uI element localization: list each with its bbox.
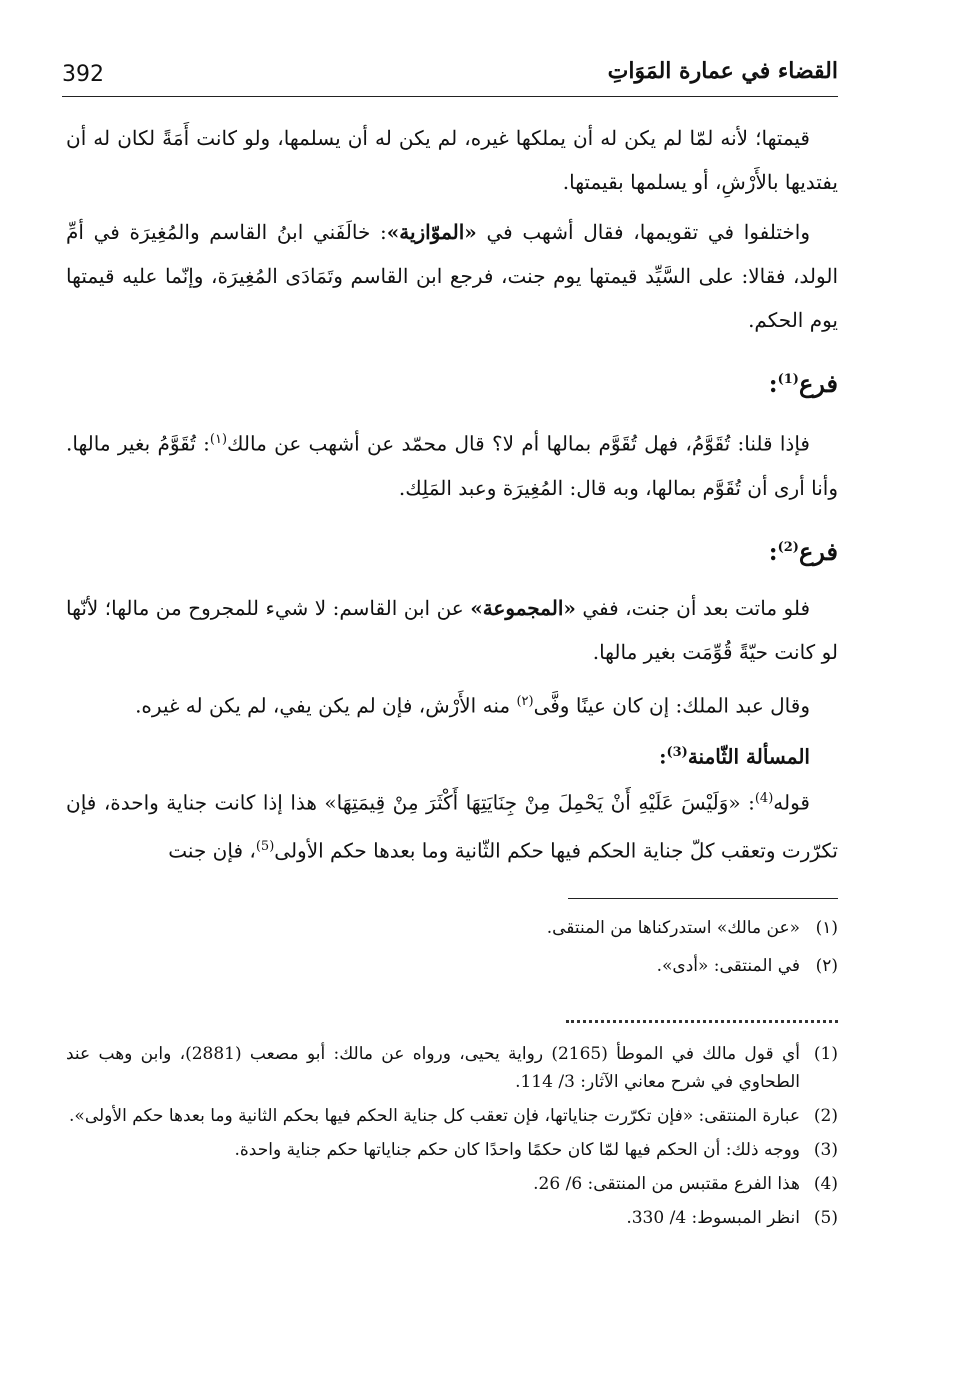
paragraph-4-text-a: فلو ماتت بعد أن جنت، ففي [575, 595, 811, 620]
heading-1-label: فرع [798, 369, 838, 398]
dotted-separator [566, 1020, 838, 1023]
page-number: 392 [62, 62, 104, 87]
paragraph-3 [66, 418, 838, 510]
paragraph-3-text-a: فإذا قلنا: تُقَوَّمُ، فهل تُقَوَّم بمالها أم لا؟ قال محمّد عن أشهب عن مالك [227, 431, 810, 456]
heading-2-colon: : [768, 536, 778, 566]
header-rule [62, 96, 838, 97]
footnote-item [66, 1136, 838, 1164]
paragraph-4-text-c: عن ابن القاسم: لا شيء للمجروح من مالها؛ لأنّها لو كانت حيّةً قُوِّمَت بغير مالها. [66, 595, 838, 664]
issue-heading-ref: (3) [666, 745, 688, 761]
paragraph-1 [66, 116, 838, 204]
footnote-item [66, 1170, 838, 1198]
footnote-text: هذا الفرع مقتبس من المنتقى: 6/ 26. [533, 1174, 800, 1194]
footnote-text: أي قول مالك في الموطأ (2165) رواية يحيى، ورواه عن مالك: أبو مصعب (2881)، وابن وهب عند الطحاوي في شرح معاني الآثار: 3/ 114. [66, 1044, 800, 1092]
footnote-text: «عن مالك» استدركناها من المنتقى. [546, 918, 800, 938]
paragraph-6-text-c: ، فإن جنت [168, 838, 256, 863]
footnote-number: (1) [813, 1044, 838, 1064]
paragraph-6-text-b: : «وَلَيْسَ عَلَيْهِ أَنْ يَحْمِلَ مِنْ جِنَايَتِهَا أَكْثَرَ مِنْ قِيمَتِهَا» هذا إذا كانت جناية واحدة، فإن تكرّرت وتعقب كلّ جناية الحكم فيها حكم الثّانية وما بعدها حكم الأولى [66, 790, 838, 863]
heading-1-colon: : [768, 369, 778, 398]
footnote-text: ووجه ذلك: أن الحكم فيها لمّا كان حكمًا واحدًا كان حكم جناياتها حكم جناية واحدة. [234, 1140, 800, 1160]
author-footnotes [66, 1040, 838, 1238]
footnote-item [66, 952, 838, 980]
footnote-number: (2) [813, 1106, 838, 1126]
footnote-text: عبارة المنتقى: «فإن تكرّرت جناياتها، فإن تعقب كل جناية الحكم فيها بحكم الثانية وما بعدها حكم الأولى». [69, 1106, 800, 1126]
running-head: القضاء في عمارة المَوَاتِ [607, 58, 838, 84]
paragraph-5 [66, 680, 838, 728]
section-heading-1 [66, 358, 838, 406]
footnote-number: (3) [813, 1140, 838, 1160]
paragraph-6 [66, 777, 838, 872]
main-text [66, 116, 838, 878]
footnote-rule [568, 898, 838, 899]
paragraph-4 [66, 586, 838, 674]
paragraph-5-text-a: وقال عبد الملك: إن كان عينًا وفَّى [533, 693, 810, 718]
footnote-item [66, 914, 838, 942]
paragraph-6-ref-2: (5) [255, 838, 275, 854]
section-heading-2 [66, 526, 838, 574]
paragraph-3-text-b: : تُقَوَّمُ بغير مالها. وأنا أرى أن تُقَوَّم بمالها، وبه قال: المُغِيرَة وعبد المَلِك. [66, 431, 838, 500]
footnote-number: (5) [813, 1208, 838, 1228]
footnote-item [66, 1040, 838, 1096]
paragraph-5-ref: (٢) [516, 693, 534, 709]
issue-heading-label: المسألة الثّامنة [687, 744, 810, 769]
footnote-number: (4) [813, 1174, 838, 1194]
footnote-number: (٢) [815, 956, 838, 976]
footnote-item [66, 1102, 838, 1130]
paragraph-1-text: قيمتها؛ لأنه لمّا لم يكن له أن يملكها غيره، لم يكن له أن يسلمها، ولو كانت أَمَةً لكان له أن يفتديها بالأَرْشِ، أو يسلمها بقيمتها. [66, 126, 838, 194]
paragraph-6-ref-1: (4) [754, 790, 774, 806]
heading-2-label: فرع [798, 536, 838, 566]
paragraph-2 [66, 210, 838, 342]
heading-2-ref: (2) [777, 539, 799, 555]
paragraph-2-text-c: : خالَفَني ابنُ القاسم والمُغِيرَة في أمِّ الولد، فقالا: على السَّيِّد قيمتها يوم جنت، فرجع ابن القاسم وتَمَادَى المُغِيرَة، وإنّما عليه قيمتها يوم الحكم. [66, 220, 838, 332]
footnote-text: انظر المبسوط: 4/ 330. [626, 1208, 800, 1228]
heading-1-ref: (1) [777, 372, 799, 387]
footnote-number: (١) [815, 918, 838, 938]
book-title-muwaziya: «الموّازية» [386, 220, 477, 244]
editor-footnotes [66, 914, 838, 990]
issue-heading-colon: : [659, 744, 667, 769]
issue-heading [66, 733, 838, 777]
paragraph-6-text-a: قوله [773, 790, 810, 815]
paragraph-3-ref: (١) [209, 432, 228, 447]
paragraph-2-text-a: واختلفوا في تقويمها، فقال أشهب في [476, 220, 810, 244]
page-header [62, 52, 838, 92]
book-title-majmua: «المجموعة» [470, 595, 576, 620]
footnote-item [66, 1204, 838, 1232]
footnote-text: في المنتقى: «أدى». [656, 956, 800, 976]
paragraph-5-text-b: منه الأَرْش، فإن لم يكن يفي، لم يكن له غيره. [135, 693, 517, 718]
